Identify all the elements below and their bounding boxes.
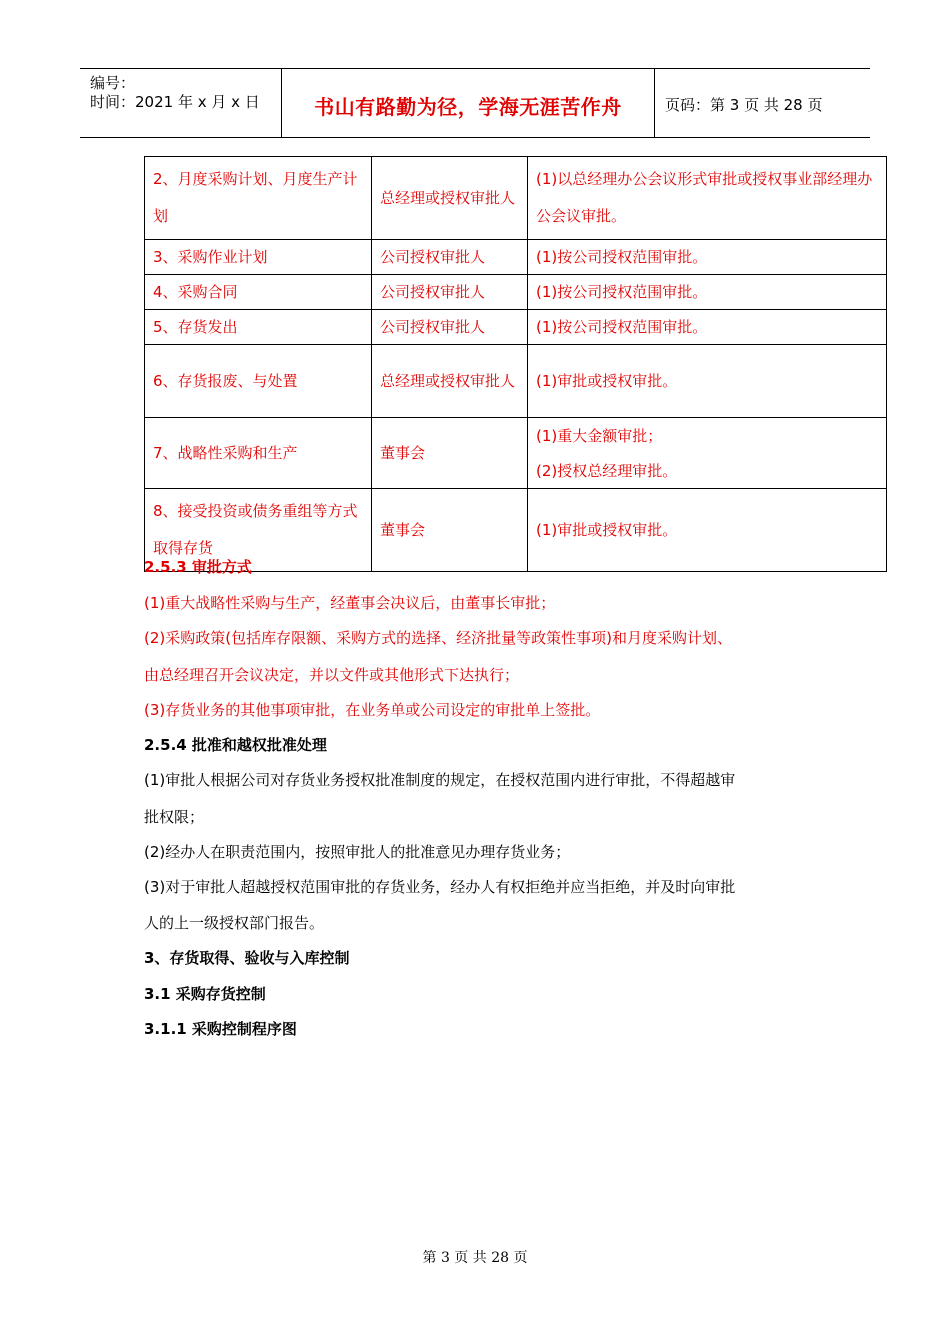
header-page-number: 页码：第 3 页 共 28 页 — [665, 96, 823, 114]
table-cell-method: (1)按公司授权范围审批。 — [528, 240, 887, 275]
paragraph: (1)重大战略性采购与生产，经董事会决议后，由董事长审批； — [144, 594, 556, 612]
table-row — [145, 489, 887, 572]
paragraph: (3)存货业务的其他事项审批，在业务单或公司设定的审批单上签批。 — [144, 701, 601, 719]
paragraph: 批权限； — [144, 808, 205, 826]
document-date: 时间：2021 年 x 月 x 日 — [90, 93, 260, 111]
paragraph: (1)审批人根据公司对存货业务授权批准制度的规定，在授权范围内进行审批，不得超越审 — [144, 771, 736, 789]
table-cell-approver: 公司授权审批人 — [372, 310, 528, 345]
page-header — [80, 68, 870, 138]
table-cell-method: (1)审批或授权审批。 — [528, 345, 887, 418]
page-footer: 第 3 页 共 28 页 — [422, 1250, 528, 1266]
table-row — [145, 345, 887, 418]
table-cell-item: 7、战略性采购和生产 — [145, 418, 372, 489]
table-cell-approver: 公司授权审批人 — [372, 240, 528, 275]
subsection-heading: 3.1.1 采购控制程序图 — [144, 1020, 297, 1038]
paragraph: (2)采购政策(包括库存限额、采购方式的选择、经济批量等政策性事项)和月度采购计划、 — [144, 629, 732, 647]
section-heading: 2.5.3 审批方式 — [144, 558, 252, 576]
table-row — [145, 275, 887, 310]
section-heading: 2.5.4 批准和越权批准处理 — [144, 736, 327, 754]
table-cell-item: 3、采购作业计划 — [145, 240, 372, 275]
subsection-heading: 3.1 采购存货控制 — [144, 985, 266, 1003]
table-cell-approver: 总经理或授权审批人 — [372, 345, 528, 418]
table-row — [145, 418, 887, 489]
table-row — [145, 157, 887, 240]
table-cell-method: (1)按公司授权范围审批。 — [528, 275, 887, 310]
method-line: (2)授权总经理审批。 — [536, 461, 678, 480]
paragraph: 由总经理召开会议决定，并以文件或其他形式下达执行； — [144, 666, 520, 684]
method-line: (1)重大金额审批； — [536, 426, 663, 445]
table-row — [145, 240, 887, 275]
table-cell-approver: 董事会 — [372, 489, 528, 572]
table-cell-approver: 董事会 — [372, 418, 528, 489]
table-cell-method: (1)审批或授权审批。 — [528, 489, 887, 572]
section-heading: 3、存货取得、验收与入库控制 — [144, 949, 350, 967]
header-page-cell — [655, 69, 870, 137]
table-row — [145, 310, 887, 345]
table-cell-approver: 公司授权审批人 — [372, 275, 528, 310]
approval-table — [144, 156, 887, 572]
table-cell-method: (1)以总经理办公会议形式审批或授权事业部经理办公会议审批。 — [528, 157, 887, 240]
header-motto: 书山有路勤为径，学海无涯苦作舟 — [314, 95, 622, 119]
table-cell-approver: 总经理或授权审批人 — [372, 157, 528, 240]
table-cell-method: (1)按公司授权范围审批。 — [528, 310, 887, 345]
paragraph: (3)对于审批人超越授权范围审批的存货业务，经办人有权拒绝并应当拒绝，并及时向审批 — [144, 878, 736, 896]
header-meta — [80, 69, 281, 137]
paragraph: 人的上一级授权部门报告。 — [144, 914, 325, 932]
table-cell-item: 5、存货发出 — [145, 310, 372, 345]
table-cell-item: 8、接受投资或债务重组等方式取得存货 — [145, 489, 372, 572]
document-code-label: 编号： — [90, 74, 136, 92]
table-cell-item: 4、采购合同 — [145, 275, 372, 310]
table-cell-item: 6、存货报废、与处置 — [145, 345, 372, 418]
paragraph: (2)经办人在职责范围内，按照审批人的批准意见办理存货业务； — [144, 843, 571, 861]
table-cell-method — [528, 418, 887, 489]
table-cell-item: 2、月度采购计划、月度生产计划 — [145, 157, 372, 240]
header-motto-cell — [281, 69, 655, 137]
